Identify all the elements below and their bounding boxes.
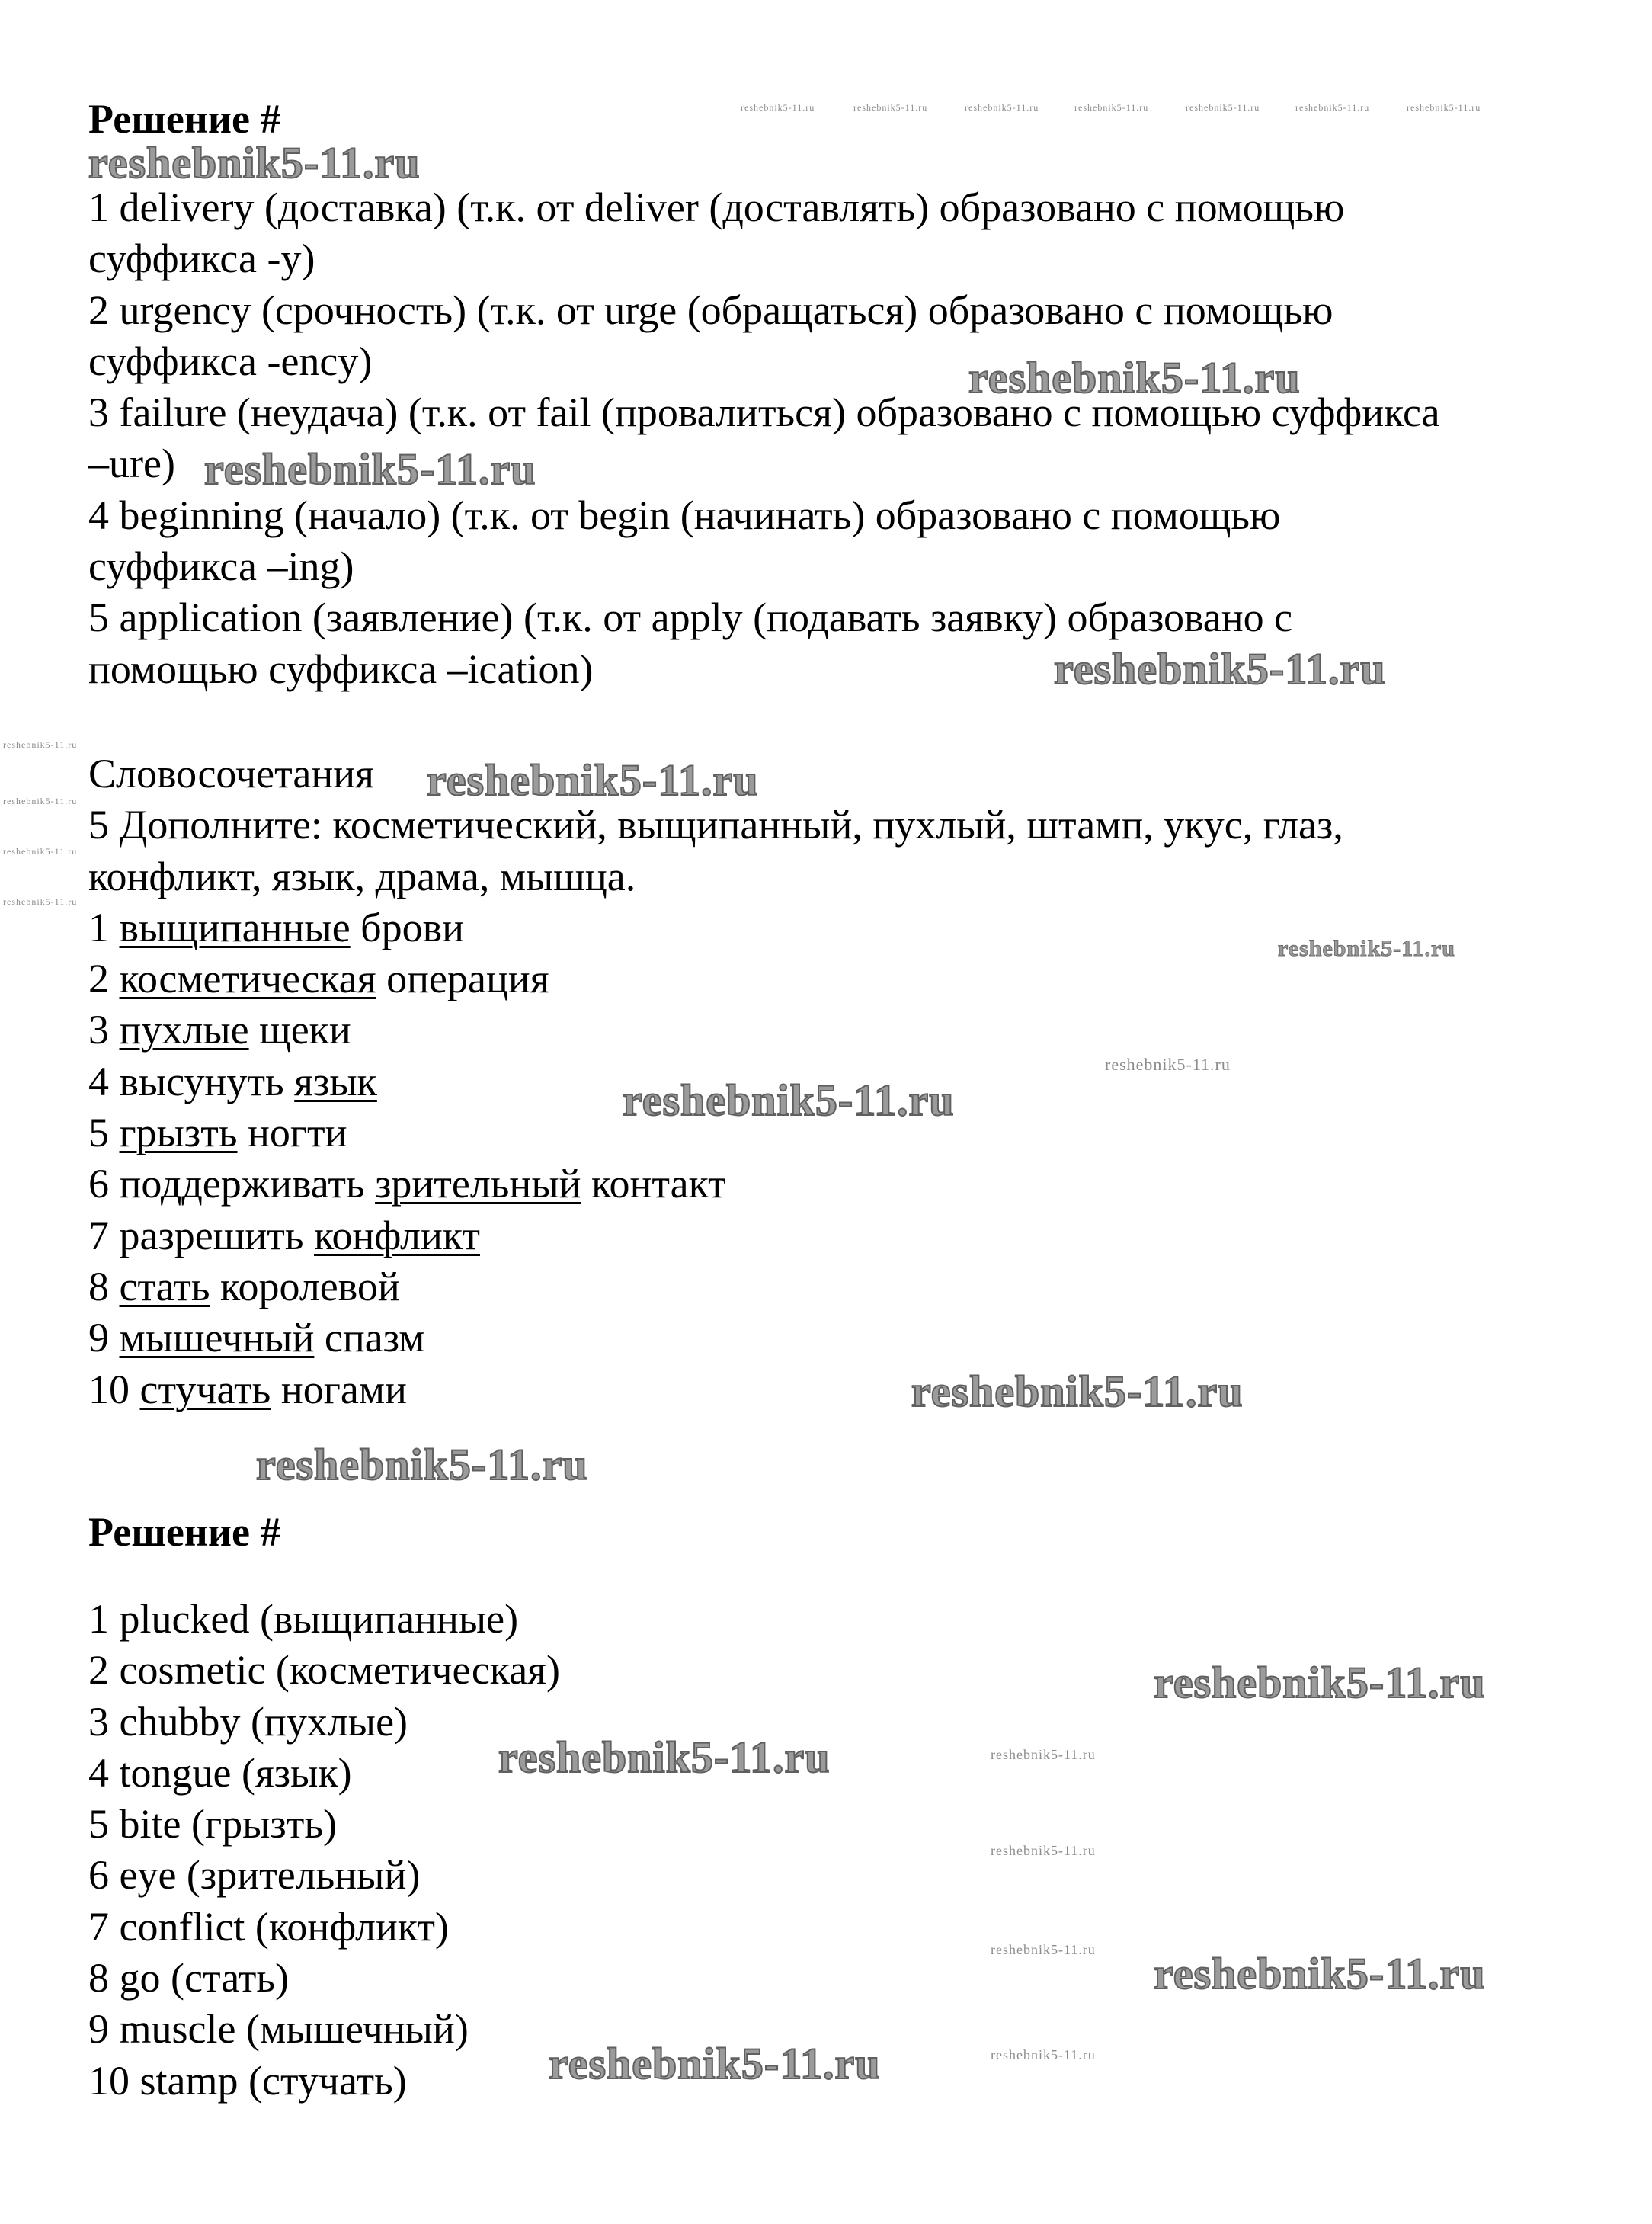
phrase-prefix: 8	[88, 1263, 120, 1309]
watermark: reshebnik5-11.ru	[968, 353, 1301, 402]
phrase-item	[88, 1312, 1343, 1364]
watermark-small: reshebnik5-11.ru	[1186, 102, 1260, 113]
watermark-small: reshebnik5-11.ru	[1105, 1055, 1231, 1074]
watermark: reshebnik5-11.ru	[1154, 1658, 1486, 1707]
answer-line: 9 muscle (мышечный)	[88, 2006, 469, 2053]
answer-line: 2 cosmetic (косметическая)	[88, 1647, 560, 1694]
watermark-small: reshebnik5-11.ru	[3, 896, 78, 907]
answer-line: 3 failure (неудача) (т.к. от fail (провалиться) образовано с помощью суффикса	[88, 389, 1440, 436]
section3-answers	[88, 1594, 560, 2107]
phrase-prefix: 5	[88, 1110, 120, 1156]
watermark-small: reshebnik5-11.ru	[991, 1843, 1096, 1858]
phrase-item	[88, 902, 1343, 953]
watermark: reshebnik5-11.ru	[88, 138, 421, 187]
phrase-underlined: зрительный	[375, 1161, 581, 1207]
answer-line: 10 stamp (стучать)	[88, 2057, 407, 2104]
phrase-prefix: 3	[88, 1007, 120, 1053]
phrase-item	[88, 953, 1343, 1005]
phrase-prefix: 4 высунуть	[88, 1058, 295, 1104]
phrase-suffix: щеки	[248, 1007, 351, 1053]
watermark: reshebnik5-11.ru	[1278, 936, 1455, 961]
watermark-small: reshebnik5-11.ru	[991, 1747, 1096, 1762]
watermark-small: reshebnik5-11.ru	[991, 1942, 1096, 1957]
answer-line: –ure)	[88, 441, 175, 487]
phrase-item	[88, 1158, 1343, 1210]
task-line: 5 Дополните: косметический, выщипанный, пухлый, штамп, укус, глаз,	[88, 802, 1343, 848]
task-line: конфликт, язык, драма, мышца.	[88, 853, 636, 899]
phrase-prefix: 1	[88, 904, 120, 950]
watermark-small: reshebnik5-11.ru	[3, 846, 78, 857]
phrase-item	[88, 1210, 1343, 1261]
watermark-small: reshebnik5-11.ru	[991, 2047, 1096, 2062]
answer-line: 5 bite (грызть)	[88, 1801, 337, 1847]
answer-line: 1 delivery (доставка) (т.к. от deliver (доставлять) образовано с помощью	[88, 184, 1345, 230]
watermark-small: reshebnik5-11.ru	[1407, 102, 1481, 113]
section3-heading: Решение #	[88, 1509, 281, 1555]
answer-line: суффикса -ency)	[88, 338, 373, 384]
phrase-underlined: конфликт	[313, 1212, 480, 1258]
phrase-prefix: 6 поддерживать	[88, 1161, 376, 1207]
answer-line: помощью суффикса –ication)	[88, 646, 594, 692]
section1-answers	[88, 182, 1440, 695]
phrase-suffix: ногами	[271, 1366, 407, 1412]
watermark-small: reshebnik5-11.ru	[1074, 102, 1149, 113]
watermark-small: reshebnik5-11.ru	[3, 739, 78, 750]
phrase-suffix: операция	[376, 956, 549, 1002]
watermark-small: reshebnik5-11.ru	[1295, 102, 1370, 113]
watermark-small: reshebnik5-11.ru	[965, 102, 1039, 113]
phrase-suffix: ногти	[237, 1110, 347, 1156]
answer-line: 8 go (стать)	[88, 1955, 289, 2001]
answer-line: суффикса –ing)	[88, 543, 354, 590]
phrase-suffix: спазм	[314, 1315, 425, 1361]
answer-line: 7 conflict (конфликт)	[88, 1903, 449, 1950]
watermark: reshebnik5-11.ru	[623, 1075, 955, 1125]
answer-line: 2 urgency (срочность) (т.к. от urge (обращаться) образовано с помощью	[88, 287, 1333, 333]
watermark: reshebnik5-11.ru	[256, 1440, 588, 1489]
phrase-prefix: 2	[88, 956, 120, 1002]
phrase-prefix: 7 разрешить	[88, 1212, 314, 1258]
answer-line: 6 eye (зрительный)	[88, 1852, 421, 1899]
phrase-underlined: выщипанные	[119, 904, 351, 950]
answer-line: суффикса -y)	[88, 236, 315, 282]
answer-line: 4 tongue (язык)	[88, 1749, 352, 1796]
answer-line: 3 chubby (пухлые)	[88, 1698, 408, 1745]
phrase-item	[88, 1261, 1343, 1312]
phrase-item	[88, 1005, 1343, 1056]
answer-line: 1 plucked (выщипанные)	[88, 1596, 519, 1642]
section2-title: Словосочетания	[88, 751, 374, 796]
phrase-underlined: стучать	[139, 1366, 271, 1412]
phrase-underlined: косметическая	[119, 956, 376, 1002]
watermark: reshebnik5-11.ru	[427, 755, 759, 805]
phrase-suffix: королевой	[210, 1263, 400, 1309]
watermark: reshebnik5-11.ru	[1054, 644, 1386, 694]
watermark: reshebnik5-11.ru	[911, 1367, 1244, 1416]
watermark-small: reshebnik5-11.ru	[853, 102, 928, 113]
watermark-small: reshebnik5-11.ru	[741, 102, 815, 113]
watermark: reshebnik5-11.ru	[498, 1732, 831, 1782]
watermark: reshebnik5-11.ru	[549, 2039, 881, 2088]
phrase-suffix: брови	[350, 904, 465, 950]
watermark: reshebnik5-11.ru	[1154, 1949, 1486, 1998]
section1-heading: Решение #	[88, 96, 281, 142]
phrase-underlined: язык	[294, 1058, 377, 1104]
phrase-underlined: стать	[119, 1263, 210, 1309]
phrase-suffix: контакт	[581, 1161, 726, 1207]
answer-line: 4 beginning (начало) (т.к. от begin (начинать) образовано с помощью	[88, 492, 1281, 538]
phrase-prefix: 9	[88, 1315, 120, 1361]
phrase-prefix: 10	[88, 1366, 140, 1412]
phrase-underlined: пухлые	[119, 1007, 249, 1053]
phrase-underlined: грызть	[119, 1110, 238, 1156]
watermark-small: reshebnik5-11.ru	[3, 796, 78, 806]
answer-line: 5 application (заявление) (т.к. от apply (подавать заявку) образовано с	[88, 594, 1293, 641]
phrase-underlined: мышечный	[119, 1315, 315, 1361]
watermark: reshebnik5-11.ru	[204, 444, 536, 494]
